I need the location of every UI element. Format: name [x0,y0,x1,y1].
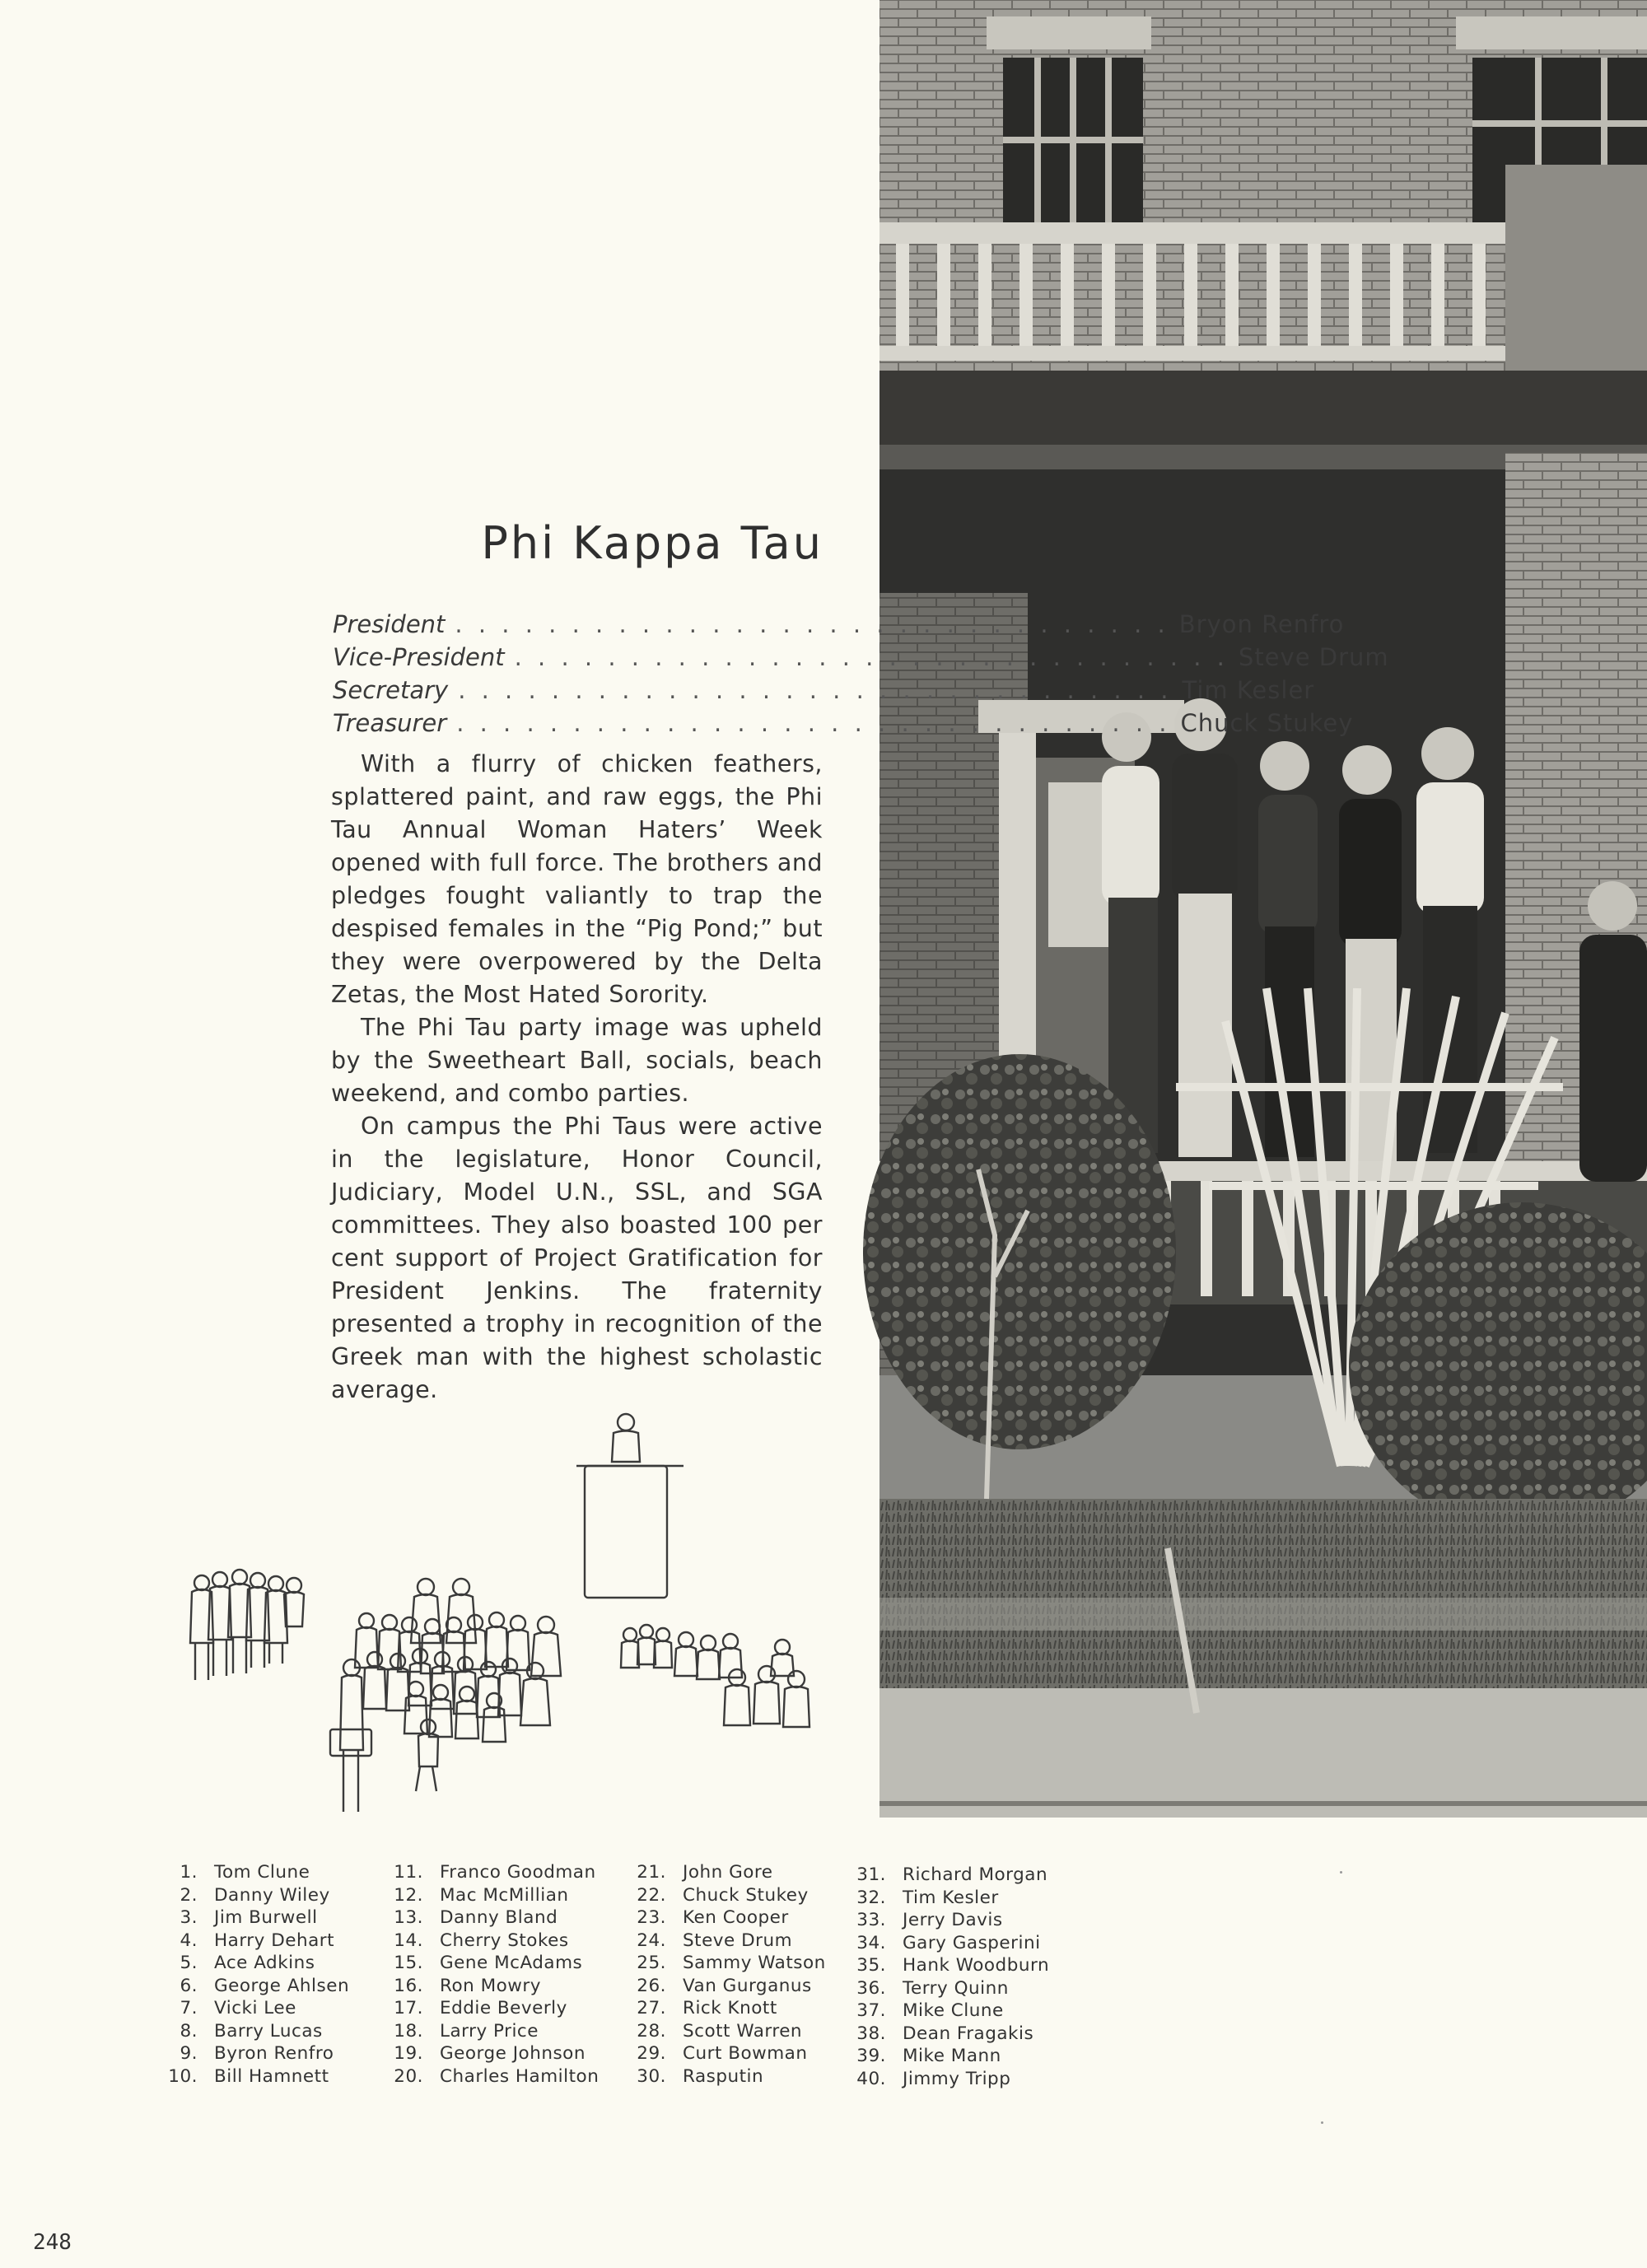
roster-number: 34. [856,1932,886,1953]
officer-name: Bryon Renfro [1178,610,1345,638]
officer-name: Tim Kesler [1182,676,1315,704]
roster-entry [387,2042,599,2065]
roster-number: 37. [856,2000,886,2021]
roster-number: 19. [394,2043,423,2064]
roster-number: 40. [856,2068,886,2089]
figure-outline-drawing [169,1404,844,1824]
roster-number: 31. [856,1864,886,1885]
roster-entry [387,1861,599,1884]
roster-number: 21. [637,1862,666,1883]
roster-name: Jerry Davis [903,1910,1003,1930]
roster-number: 26. [637,1975,666,1996]
roster-entry [850,1909,1049,1932]
roster-number: 8. [180,2020,198,2042]
roster-name: Ron Mowry [440,1975,541,1996]
officer-role: Secretary [333,676,449,704]
print-speck [1321,2121,1323,2124]
roster-name: Chuck Stukey [683,1884,809,1906]
roster-entry [630,1975,826,1998]
roster-number: 18. [394,2020,423,2042]
roster-entry [161,2065,349,2088]
roster-number: 5. [180,1953,198,1973]
roster-name: Richard Morgan [903,1864,1048,1885]
roster-number: 22. [637,1884,666,1906]
roster-entry [850,2045,1049,2068]
leader-dots: . . . . . . . . . . . . . . . . . . . . . . . . . . . . . . . [455,610,1169,638]
article-body [331,748,823,1407]
roster-name: Gene McAdams [440,1953,583,1973]
roster-name: Jimmy Tripp [903,2068,1011,2089]
roster-entry [630,1930,826,1953]
roster-name: Scott Warren [683,2020,803,2042]
roster-entry [850,2023,1049,2046]
roster-name: Harry Dehart [214,1930,335,1951]
roster-number: 28. [637,2020,666,2042]
leader-dots: . . . . . . . . . . . . . . . . . . . . . . . . . . . . . . . [458,676,1173,704]
roster-name: Tim Kesler [903,1887,999,1908]
roster-name: Dean Fragakis [903,2023,1034,2044]
roster-entry [387,1952,599,1975]
leader-dots: . . . . . . . . . . . . . . . . . . . . . . . . . . . . . . . [456,709,1171,737]
roster-column-3 [630,1861,826,2088]
roster-name: Hank Woodburn [903,1955,1050,1976]
officer-row [333,707,1354,740]
roster-number: 38. [856,2023,886,2044]
roster-name: Charles Hamilton [440,2065,600,2087]
roster-number: 20. [394,2065,423,2087]
roster-entry [161,1906,349,1930]
roster-name: Mike Clune [903,2000,1004,2021]
roster-number: 36. [856,1977,886,1999]
roster-number: 6. [180,1975,198,1996]
roster-number: 30. [637,2065,666,2087]
roster-entry [161,2042,349,2065]
roster-number: 24. [637,1930,666,1951]
roster-entry [161,2020,349,2043]
roster-name: George Ahlsen [214,1975,350,1996]
roster-name: Mike Mann [903,2046,1001,2066]
roster-name: Ken Cooper [683,1907,789,1928]
roster-name: John Gore [683,1862,773,1883]
roster-number: 27. [637,1998,666,2018]
page-number: 248 [33,2230,72,2255]
fraternity-house-photo [879,0,1647,1818]
roster-number: 4. [180,1930,198,1951]
officer-name: Steve Drum [1238,643,1389,671]
roster-name: Franco Goodman [440,1862,596,1883]
roster-number: 16. [394,1975,423,1996]
roster-name: Gary Gasperini [903,1932,1041,1953]
roster-entry [630,2020,826,2043]
roster-entry [850,1954,1049,1977]
roster-number: 29. [637,2043,666,2064]
roster-entry [161,1952,349,1975]
officer-row [333,608,1345,641]
roster-column-4 [850,1864,1049,2090]
roster-entry [850,1864,1049,1887]
roster-entry [387,1906,599,1930]
roster-name: Vicki Lee [214,1998,296,2018]
roster-name: Sammy Watson [683,1953,826,1973]
print-speck [1340,1871,1342,1874]
porch-photo-illustration [879,0,1647,1818]
roster-number: 1. [180,1862,198,1883]
roster-name: Tom Clune [214,1862,310,1883]
roster-entry [387,1997,599,2020]
roster-number: 12. [394,1884,423,1906]
roster-number: 15. [394,1953,423,1973]
body-paragraph: The Phi Tau party image was upheld by the Sweetheart Ball, socials, beach weekend, and combo parties. [331,1014,823,1107]
roster-entry [850,1887,1049,1910]
roster-entry [630,1861,826,1884]
roster-name: Rick Knott [683,1998,777,2018]
roster-name: Curt Bowman [683,2043,808,2064]
officer-row [333,674,1315,707]
roster-name: Eddie Beverly [440,1998,567,2018]
page-title: Phi Kappa Tau [481,517,824,569]
roster-entry [161,1975,349,1998]
roster-number: 2. [180,1884,198,1906]
roster-entry [850,1932,1049,1955]
roster-number: 14. [394,1930,423,1951]
roster-number: 33. [856,1910,886,1930]
roster-number: 35. [856,1955,886,1976]
roster-entry [161,1884,349,1907]
roster-entry [630,2065,826,2088]
roster-number: 9. [180,2043,198,2064]
roster-name: Terry Quinn [903,1977,1009,1999]
roster-entry [850,1977,1049,2000]
body-paragraph: On campus the Phi Taus were active in the legislature, Honor Council, Judiciary, Model U.N., SSL, and SGA committees. They also boasted 100 per cent support of Project Gratification for President Jenkins. The fraternity presented a trophy in recognition of the Greek man with the highest scholastic average. [331,1113,823,1403]
roster-entry [161,1997,349,2020]
roster-number: 11. [394,1862,423,1883]
roster-number: 17. [394,1998,423,2018]
roster-entry [630,1952,826,1975]
roster-entry [161,1930,349,1953]
roster-name: Mac McMillian [440,1884,569,1906]
roster-number: 7. [180,1998,198,2018]
leader-dots: . . . . . . . . . . . . . . . . . . . . . . . . . . . . . . . [514,643,1229,671]
body-paragraph: With a flurry of chicken feathers, splattered paint, and raw eggs, the Phi Tau Annual Woman Haters’ Week opened with full force. The brothers and pledges fought valiantly to trap the despised females in the “Pig Pond;” but they were overpowered by the Delta Zetas, the Most Hated Sorority. [331,750,823,1008]
roster-entry [850,2068,1049,2091]
roster-entry [630,1884,826,1907]
officer-name: Chuck Stukey [1180,709,1354,737]
roster-name: Bill Hamnett [214,2065,329,2087]
roster-number: 39. [856,2046,886,2066]
officers-list [333,608,1389,740]
roster-name: Rasputin [683,2065,764,2087]
roster-number: 25. [637,1953,666,1973]
roster-name: Ace Adkins [214,1953,315,1973]
officer-role: Treasurer [333,709,447,737]
officer-role: Vice-President [333,643,505,671]
roster-number: 13. [394,1907,423,1928]
roster-entry [387,1930,599,1953]
roster-number: 3. [180,1907,198,1928]
roster-entry [387,2020,599,2043]
roster-number: 23. [637,1907,666,1928]
roster-entry [387,2065,599,2088]
group-identification-sketch [169,1404,844,1824]
roster-name: Van Gurganus [683,1975,812,1996]
roster-column-1 [161,1861,349,2088]
roster-name: Steve Drum [683,1930,793,1951]
roster-name: Danny Bland [440,1907,558,1928]
roster-entry [387,1975,599,1998]
roster-name: Barry Lucas [214,2020,323,2042]
officer-row [333,641,1389,674]
roster-entry [850,2000,1049,2023]
roster-name: Jim Burwell [214,1907,318,1928]
roster-name: George Johnson [440,2043,586,2064]
officer-role: President [333,610,446,638]
roster-entry [387,1884,599,1907]
roster-entry [161,1861,349,1884]
roster-name: Larry Price [440,2020,539,2042]
roster-name: Danny Wiley [214,1884,330,1906]
roster-name: Byron Renfro [214,2043,334,2064]
roster-entry [630,1906,826,1930]
roster-entry [630,1997,826,2020]
roster-number: 32. [856,1887,886,1908]
roster-name: Cherry Stokes [440,1930,569,1951]
roster-entry [630,2042,826,2065]
roster-number: 10. [168,2065,198,2087]
roster-column-2 [387,1861,599,2088]
